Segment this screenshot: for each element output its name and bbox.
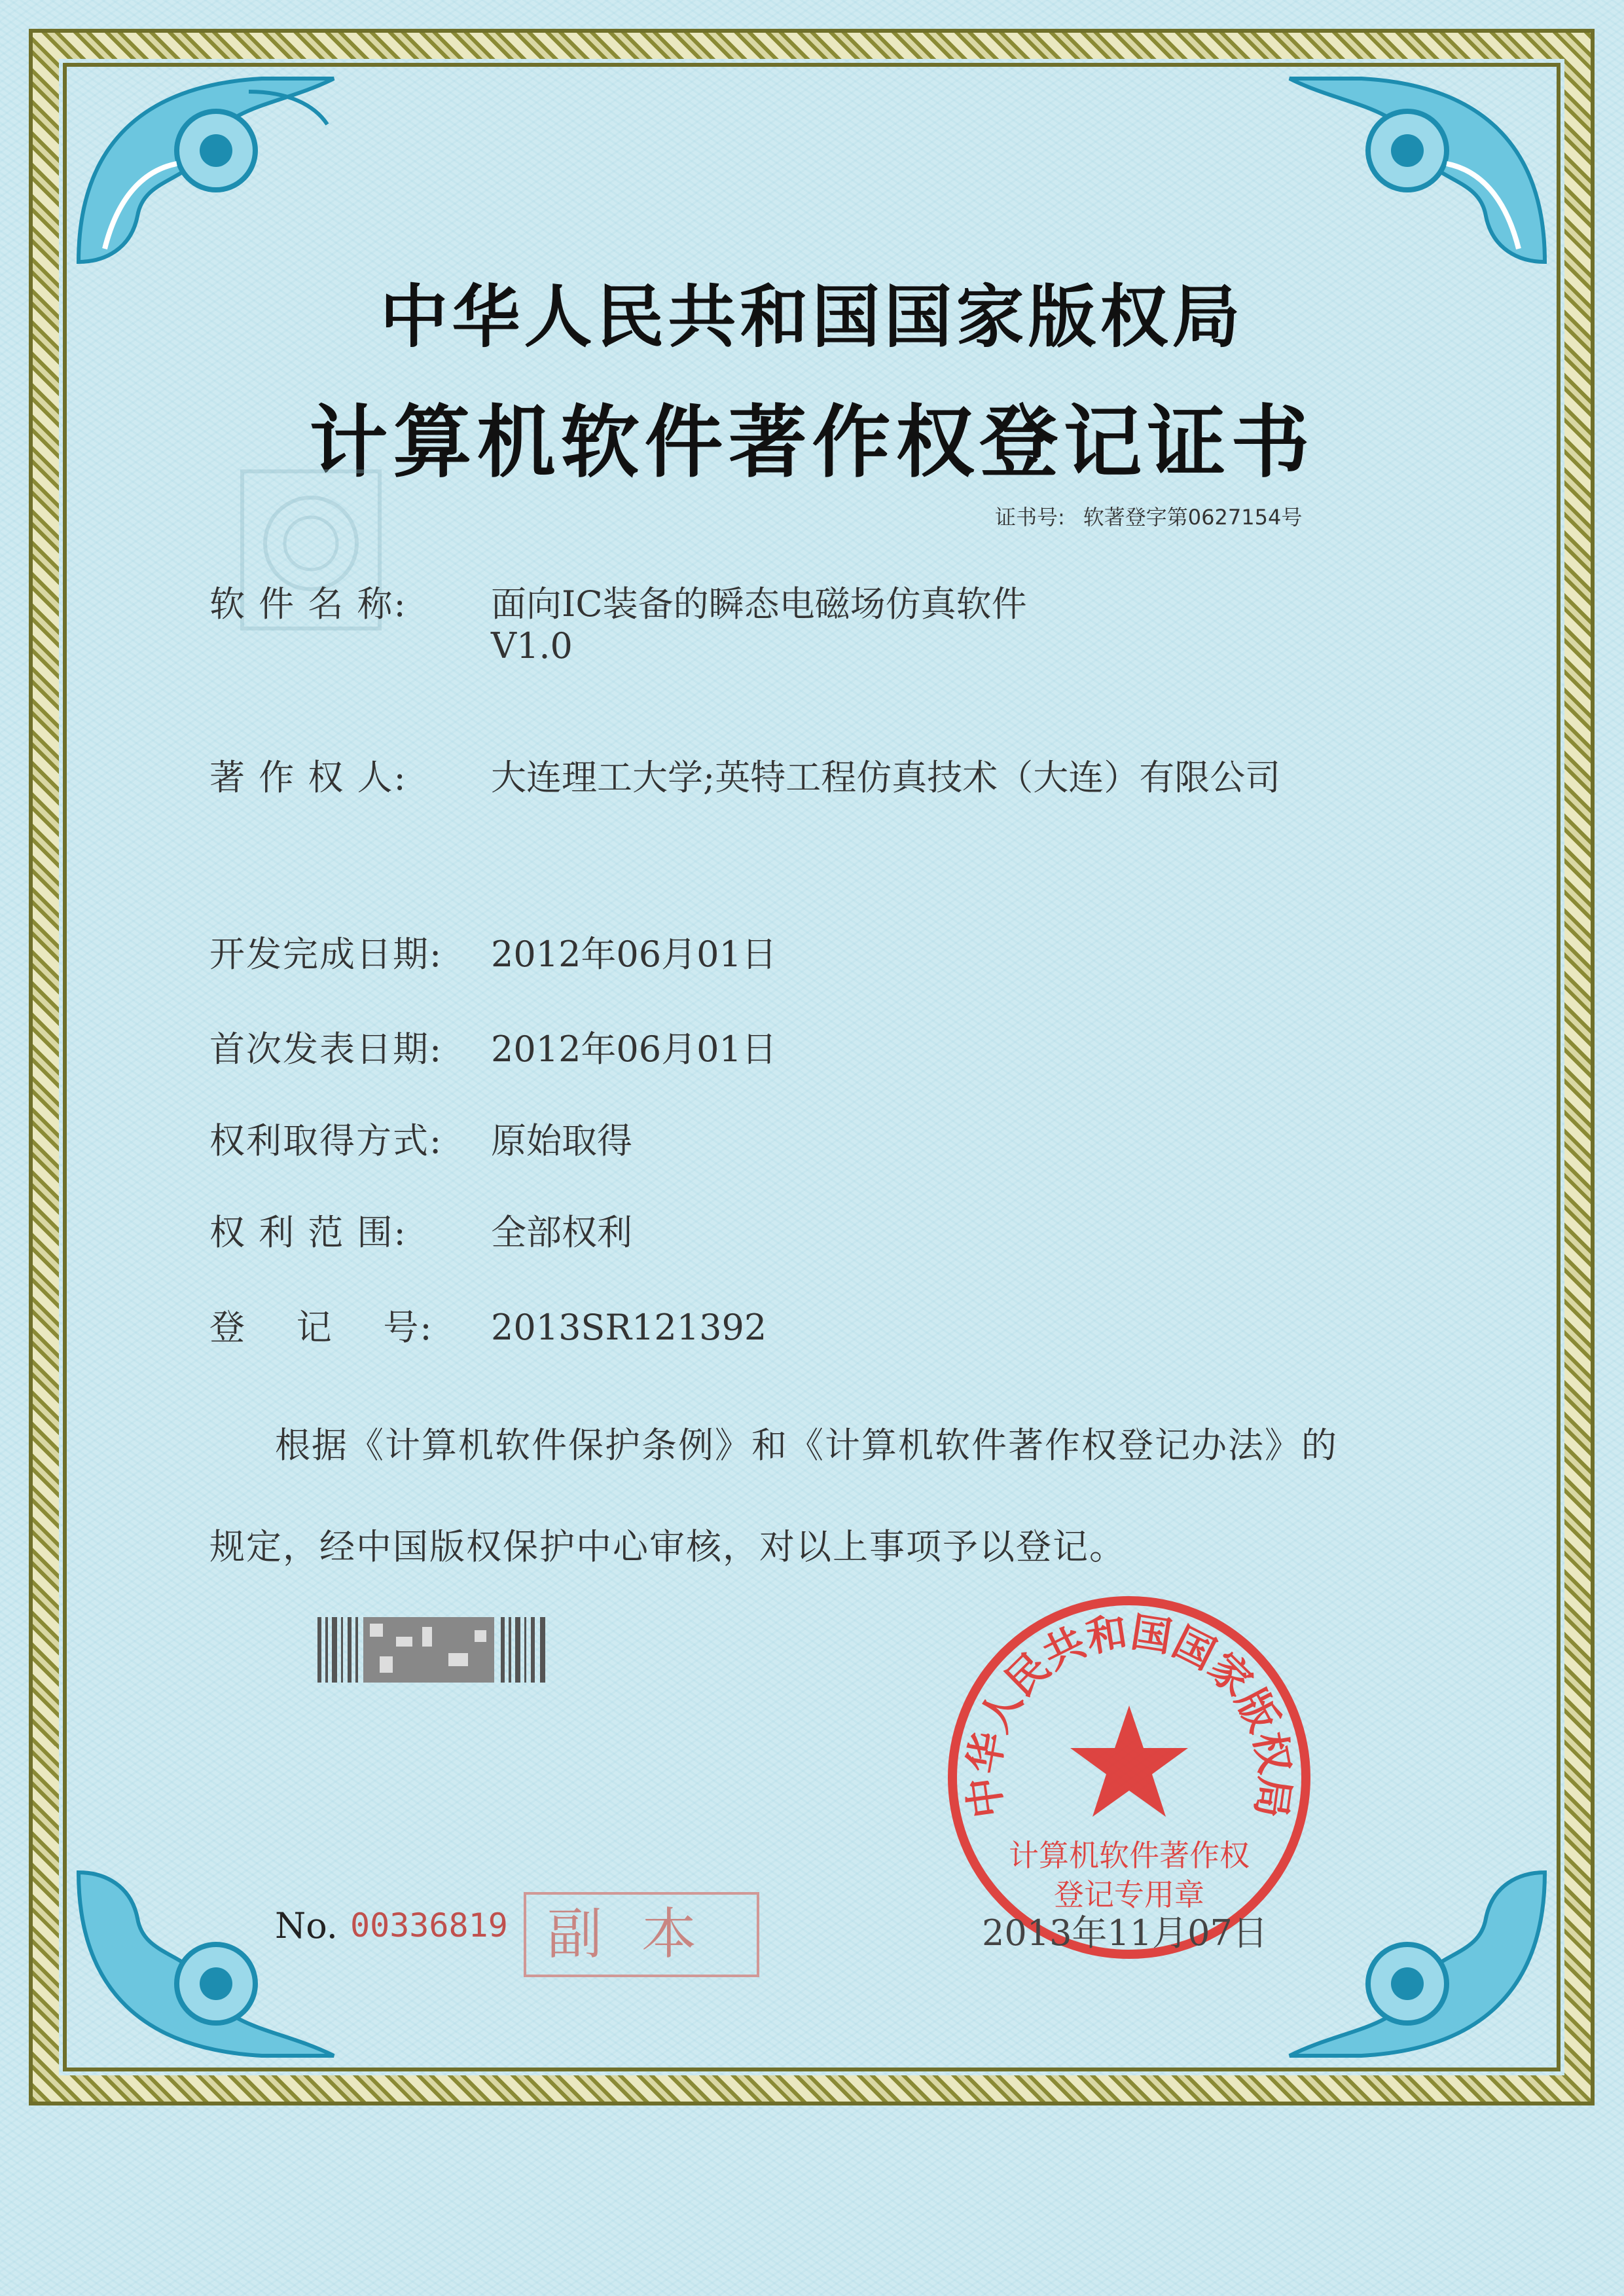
scope-row (209, 1205, 632, 1255)
certificate-number-value: 软著登字第0627154号 (1083, 505, 1303, 530)
registration-label: 登 记 号: (209, 1307, 433, 1348)
serial-number: 00336819 (350, 1906, 508, 1944)
pub-date-row (209, 1021, 777, 1072)
barcode-icon (317, 1617, 553, 1683)
corner-scroll-ornament-icon (65, 65, 347, 282)
corner-scroll-ornament-icon (65, 1853, 347, 2069)
software-version: V1.0 (491, 625, 573, 666)
statement-line-1: 根据《计算机软件保护条例》和《计算机软件著作权登记办法》的 (275, 1425, 1338, 1466)
seal-inner-line-1: 计算机软件著作权 (1009, 1838, 1250, 1873)
copy-stamp: 副本 (524, 1892, 759, 1977)
owner-label: 著 作 权 人: (209, 757, 407, 798)
software-name-row (209, 576, 1027, 627)
issue-date: 2013年11月07日 (982, 1912, 1268, 1954)
statement-line-2: 规定，经中国版权保护中心审核，对以上事项予以登记。 (209, 1526, 1126, 1567)
acquisition-value: 原始取得 (491, 1120, 632, 1161)
scope-value: 全部权利 (491, 1212, 632, 1253)
pub-date-label: 首次发表日期: (209, 1029, 443, 1070)
acquisition-label: 权利取得方式: (209, 1120, 443, 1161)
scope-label: 权 利 范 围: (209, 1212, 407, 1253)
certificate-number (995, 501, 1320, 531)
dev-date-row (209, 926, 777, 977)
corner-scroll-ornament-icon (1276, 1853, 1558, 2069)
owner-row (209, 750, 1280, 800)
dev-date-value: 2012年06月01日 (491, 934, 777, 975)
certificate-title: 计算机软件著作权登记证书 (309, 397, 1315, 488)
certificate-number-label: 证书号: (995, 505, 1065, 530)
seal-ring-text: 中华人民共和国国家版权局 (959, 1607, 1299, 1821)
corner-scroll-ornament-icon (1276, 65, 1558, 282)
software-name-label: 软 件 名 称: (209, 583, 407, 625)
registration-row (209, 1300, 767, 1350)
red-star-icon (1070, 1705, 1188, 1817)
dev-date-label: 开发完成日期: (209, 934, 443, 975)
software-name-value: 面向IC装备的瞬态电磁场仿真软件 (491, 583, 1027, 625)
seal-inner-line-2: 登记专用章 (1054, 1877, 1204, 1912)
registration-value: 2013SR121392 (491, 1307, 767, 1348)
pub-date-value: 2012年06月01日 (491, 1029, 777, 1070)
owner-value: 大连理工大学;英特工程仿真技术（大连）有限公司 (491, 757, 1281, 798)
serial-label: No. (275, 1905, 338, 1946)
acquisition-row (209, 1113, 632, 1163)
issuer-title: 中华人民共和国国家版权局 (380, 277, 1244, 357)
